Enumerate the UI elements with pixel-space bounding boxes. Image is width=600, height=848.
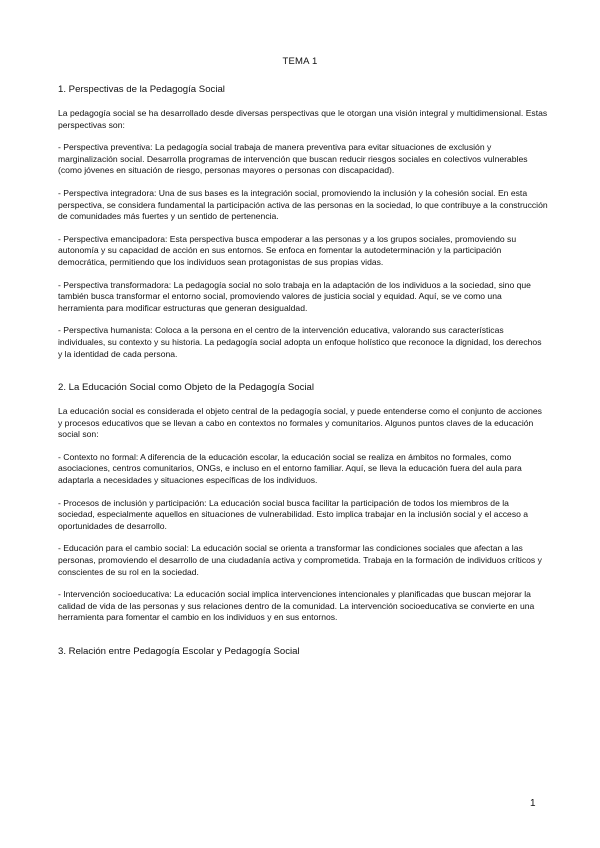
- paragraph: - Perspectiva emancipadora: Esta perspectiva busca empoderar a las personas y a los grupos sociales, promoviendo su autonomía y su capacidad de acción en sus entornos. Se enfoca en fomentar la autodeterminación y la participación democrática, permitiendo que los individuos sean protagonistas de sus propias vidas.: [58, 233, 517, 267]
- paragraph: - Perspectiva integradora: Una de sus bases es la integración social, promoviendo la inclusión y la cohesión social. En esta perspectiva, se considera fundamental la participación activa de las personas en la sociedad, lo que contribuye a la construcción de comunidades más fuertes y un sentido de pertenencia.: [58, 187, 548, 222]
- section-heading: 2. La Educación Social como Objeto de la Pedagogía Social: [58, 382, 315, 394]
- paragraph: - Perspectiva humanista: Coloca a la persona en el centro de la intervención educativa, valorando sus características individuales, su contexto y su historia. La pedagogía social adopta un enfoque holístico que reconoce la dignidad, los derechos y la identidad de cada persona.: [58, 325, 542, 359]
- document-title: TEMA 1: [282, 56, 318, 67]
- paragraph: - Perspectiva preventiva: La pedagogía social trabaja de manera preventiva para evitar situaciones de exclusión y marginalización social. Desarrolla programas de intervención que buscan reducir riesgos sociales en colectivos vulnerables (como jóvenes en situación de riesgo, personas mayores o personas con discapacidad).: [58, 142, 528, 176]
- section-heading: 3. Relación entre Pedagogía Escolar y Pedagogía Social: [58, 646, 300, 657]
- page-number: 1: [530, 798, 536, 809]
- paragraph: La educación social es considerada el objeto central de la pedagogía social, y puede entenderse como el conjunto de acciones y procesos educativos que se llevan a cabo en contextos no formales y comunitarios. Algunos puntos claves de la educación social son:: [58, 406, 542, 440]
- paragraph: - Educación para el cambio social: La educación social se orienta a transformar las condiciones sociales que afectan a las personas, promoviendo el desarrollo de una ciudadanía activa y comprometida. Trabaja en la formación de individuos críticos y conscientes de su rol en la sociedad.: [58, 543, 542, 577]
- section-heading: 1. Perspectivas de la Pedagogía Social: [58, 84, 225, 95]
- paragraph: - Intervención socioeducativa: La educación social implica intervenciones intencionales y planificadas que buscan mejorar la calidad de vida de las personas y sus relaciones dentro de la comunidad. La intervención socioeducativa se convierte en una herramienta para fomentar el cambio en los individuos y en sus entornos.: [58, 589, 535, 623]
- document-body: [58, 84, 548, 658]
- paragraph: La pedagogía social se ha desarrollado desde diversas perspectivas que le otorgan una visión integral y multidimensional. Estas perspectivas son:: [58, 108, 548, 130]
- paragraph: - Contexto no formal: A diferencia de la educación escolar, la educación social se realiza en ámbitos no formales, como asociaciones, centros comunitarios, ONGs, e incluso en el entorno familiar. Aquí, se lleva la educación fuera del aula para adaptarla a necesidades y situaciones específicas de los individuos.: [58, 451, 522, 486]
- paragraph: - Perspectiva transformadora: La pedagogía social no solo trabaja en la adaptación de los individuos a la sociedad, sino que también busca transformar el entorno social, promoviendo valores de justicia social y equidad. Aquí, se ve como una herramienta para modificar estructuras que generan desigualdad.: [58, 279, 531, 313]
- paragraph: - Procesos de inclusión y participación: La educación social busca facilitar la participación de todos los miembros de la sociedad, especialmente aquellos en situaciones de vulnerabilidad. Esto implica trabajar en la inclusión social y el acceso a oportunidades de desarrollo.: [58, 497, 529, 531]
